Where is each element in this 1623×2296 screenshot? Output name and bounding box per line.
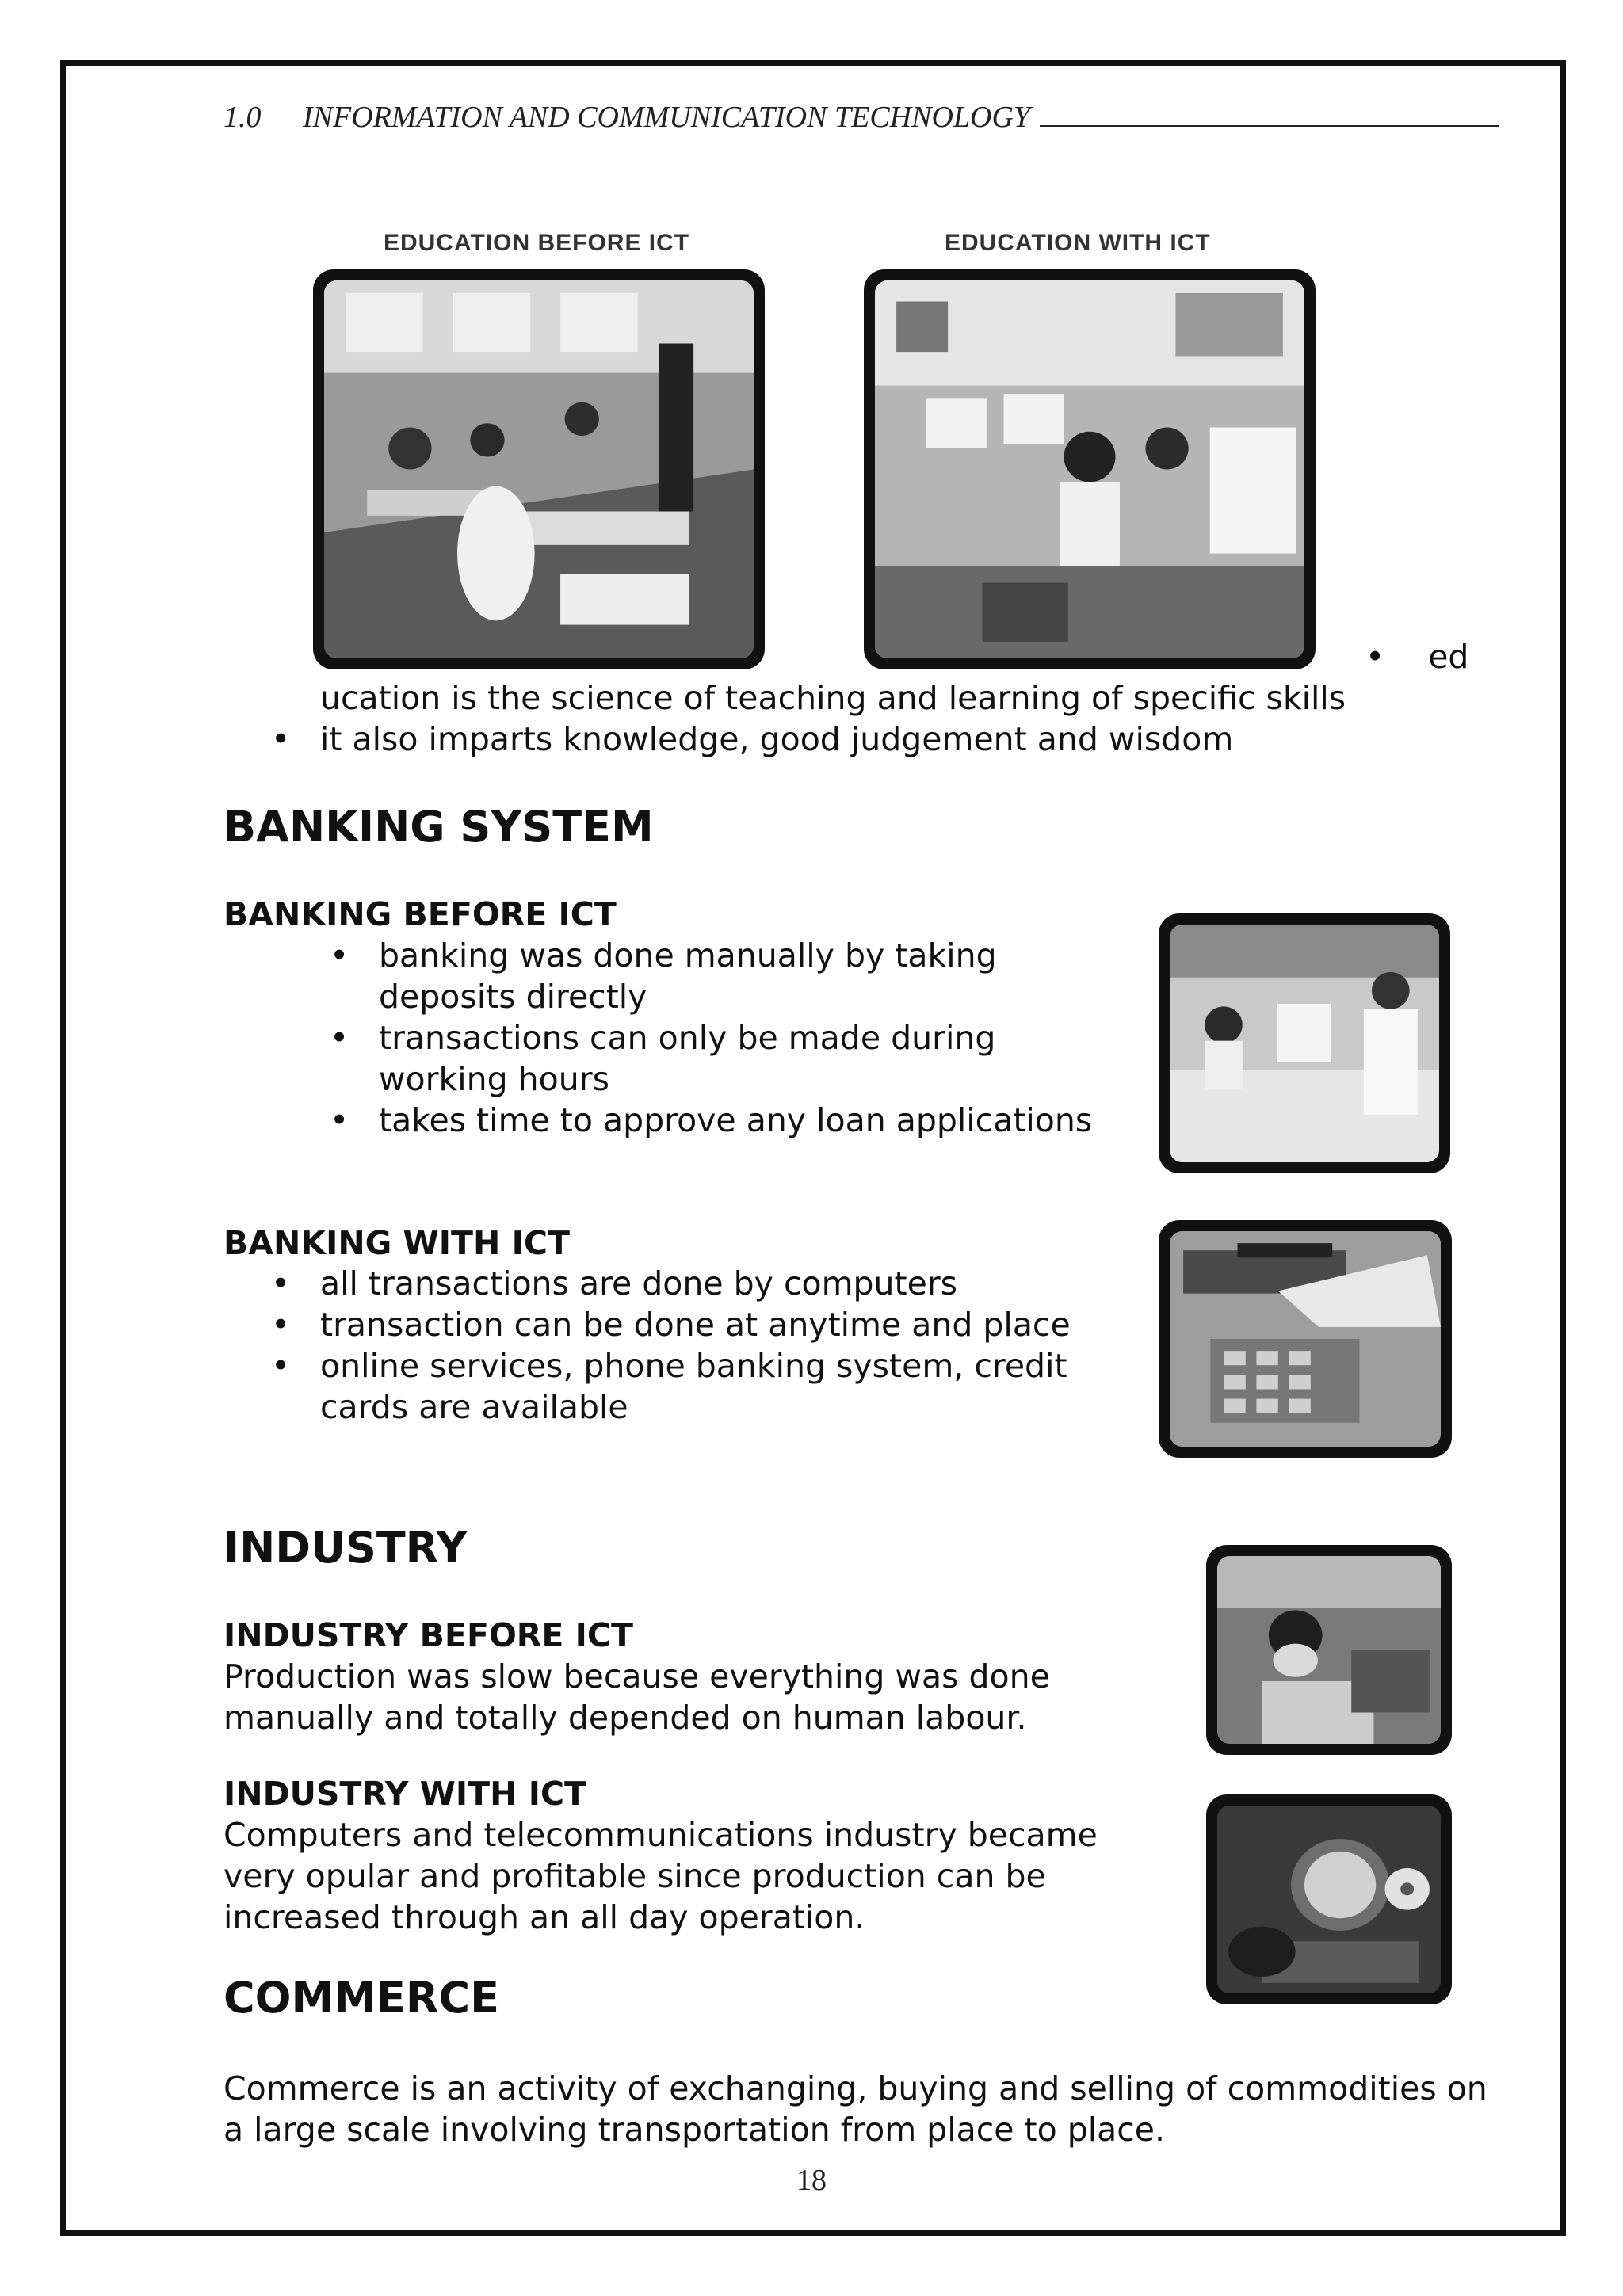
banking-before-list <box>379 935 1116 1141</box>
banking-before-heading: BANKING BEFORE ICT <box>223 895 617 933</box>
education-bullet-1-start: • ed <box>1365 638 1469 676</box>
education-bullet-2: • it also imparts knowledge, good judgement and wisdom <box>271 720 1234 758</box>
education-bullet-1-rest: ucation is the science of teaching and learning of specific skills <box>320 679 1346 717</box>
list-item: • transactions can only be made during working hours <box>379 1017 1116 1100</box>
photo-classroom-with-ict <box>864 269 1316 669</box>
industry-before-text: Production was slow because everything was done manually and totally depended on human labour. <box>223 1657 1050 1737</box>
banking-with-list <box>320 1263 1121 1428</box>
industry-before-heading: INDUSTRY BEFORE ICT <box>223 1616 633 1654</box>
list-item: • banking was done manually by taking deposits directly <box>379 935 1116 1017</box>
list-item: • online services, phone banking system, credit cards are available <box>320 1345 1121 1428</box>
list-item: • all transactions are done by computers <box>320 1263 1121 1304</box>
list-item: • takes time to approve any loan applications <box>379 1100 1116 1141</box>
photo-atm-machine <box>1159 1220 1452 1458</box>
chapter-number: 1.0 <box>223 101 262 134</box>
photo-electronics-production <box>1206 1794 1452 2004</box>
industry-with-heading: INDUSTRY WITH ICT <box>223 1775 587 1813</box>
section-title-banking: BANKING SYSTEM <box>223 802 654 852</box>
industry-with-text: Computers and telecommunications industry became very opular and profitable since production can be increased through an all day operation. <box>223 1816 1098 1936</box>
caption-education-before: EDUCATION BEFORE ICT <box>384 230 690 256</box>
section-title-commerce: COMMERCE <box>223 1973 499 2023</box>
page-number: 18 <box>796 2164 827 2197</box>
photo-factory-workers <box>1206 1545 1452 1755</box>
photo-classroom-before-ict <box>313 269 765 669</box>
chapter-title: INFORMATION AND COMMUNICATION TECHNOLOGY <box>303 101 1031 134</box>
commerce-text: Commerce is an activity of exchanging, buying and selling of commodities on a large scale involving transportation from place to place. <box>223 2069 1487 2149</box>
list-item: • transaction can be done at anytime and place <box>320 1304 1121 1345</box>
banking-with-heading: BANKING WITH ICT <box>223 1224 570 1262</box>
running-header <box>223 100 1499 135</box>
caption-education-with: EDUCATION WITH ICT <box>945 230 1211 256</box>
section-title-industry: INDUSTRY <box>223 1523 468 1573</box>
photo-bank-counter <box>1159 913 1450 1173</box>
header-rule <box>1040 125 1499 127</box>
